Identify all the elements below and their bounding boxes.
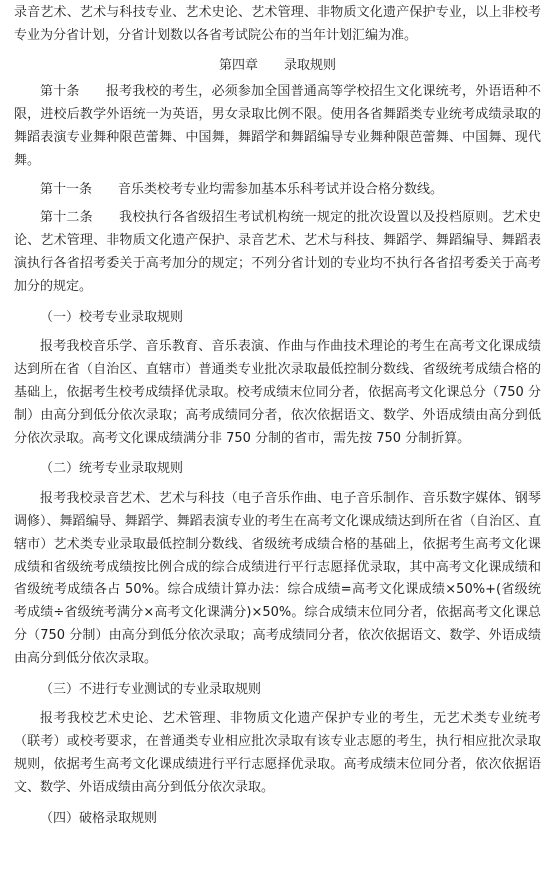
section-2-paragraph: 报考我校录音艺术、艺术与科技（电子音乐作曲、电子音乐制作、音乐数字媒体、钢琴调修）、舞蹈编导、舞蹈学、舞蹈表演专业的考生在高考文化课成绩达到所在省（自治区、直辖市）艺术类专业录取最低控制分数线、省级统考成绩合格的基础上，依据考生高考文化课成绩和省级统考成绩按比例合成的综合成绩进行平行志愿择优录取，其中高考文化课成绩和省级统考成绩各占 50%。综合成绩计算办法：综合成绩=高考文化课成绩×50%+(省级统考成绩÷省级统考满分×高考文化课满分)×50%。综合成绩末位同分者，依据高考文化课总分（750 分制）由高分到低分依次录取；高考成绩同分者，依次依据语文、数学、外语成绩由高分到低分依次录取。	[14, 491, 541, 666]
section-2-heading: （二）统考专业录取规则	[40, 461, 184, 477]
section-3-paragraph: 报考我校艺术史论、艺术管理、非物质文化遗产保护专业的考生，无艺术类专业统考（联考）或校考要求，在普通类专业相应批次录取有该专业志愿的考生，执行相应批次录取规则，依据考生高考文化课成绩进行平行志愿择优录取。高考成绩末位同分者，依次依据语文、数学、外语成绩由高分到低分依次录取。	[14, 711, 541, 795]
intro-paragraph: 录音艺术、艺术与科技专业、艺术史论、艺术管理、非物质文化遗产保护专业，以上非校考专业为分省计划，分省计划数以各省考试院公布的当年计划汇编为准。	[14, 5, 541, 43]
section-1-heading: （一）校考专业录取规则	[40, 309, 184, 325]
section-1-paragraph: 报考我校音乐学、音乐教育、音乐表演、作曲与作曲技术理论的考生在高考文化课成绩达到所在省（自治区、直辖市）普通类专业批次录取最低控制分数线、省级统考成绩合格的基础上，依据考生校考成绩择优录取。校考成绩末位同分者，依据高考文化课总分（750 分制）由高分到低分依次录取；高考成绩同分者，依次依据语文、数学、外语成绩由高分到低分依次录取。高考文化课成绩满分非 750 分制的省市，需先按 750 分制折算。	[14, 339, 541, 446]
section-3-heading: （三）不进行专业测试的专业录取规则	[40, 681, 262, 697]
section-4-heading: （四）破格录取规则	[40, 810, 158, 826]
article-10: 第十条 报考我校的考生，必须参加全国普通高等学校招生文化课统考，外语语种不限，进校后教学外语统一为英语，男女录取比例不限。使用各省舞蹈类专业统考成绩录取的舞蹈表演专业舞种限芭蕾舞、中国舞，舞蹈学和舞蹈编导专业舞种限芭蕾舞、中国舞、现代舞。	[14, 84, 541, 168]
article-11: 第十一条 音乐类校考专业均需参加基本乐科考试并设合格分数线。	[40, 181, 444, 197]
chapter-heading: 第四章 录取规则	[218, 57, 336, 73]
article-12: 第十二条 我校执行各省级招生考试机构统一规定的批次设置以及投档原则。艺术史论、艺术管理、非物质文化遗产保护、录音艺术、艺术与科技、舞蹈学、舞蹈编导、舞蹈表演执行各省招考委关于高考加分的规定；不列分省计划的专业均不执行各省招考委关于高考加分的规定。	[14, 210, 541, 294]
